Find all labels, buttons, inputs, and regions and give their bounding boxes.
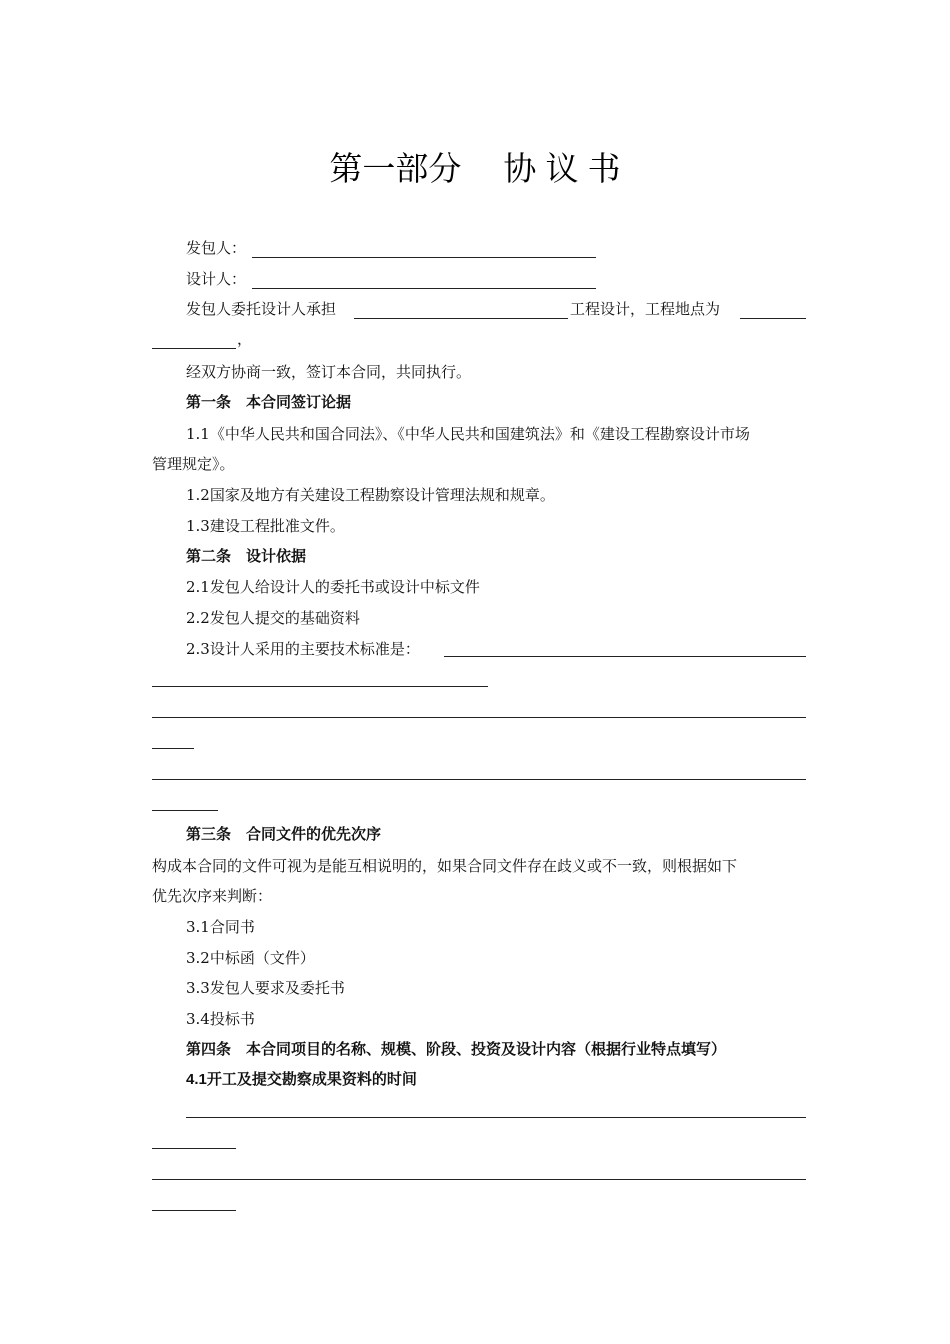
article-2-3: 2.3设计人采用的主要技术标准是： [186,640,420,658]
article-1-1-line1: 1.1《中华人民共和国合同法》、《中华人民共和国建筑法》和《建设工程勘察设计市场 [186,425,750,443]
schedule-blank-1[interactable] [186,1117,806,1118]
title-name: 协 议 书 [503,150,621,187]
article-1-2: 1.2国家及地方有关建设工程勘察设计管理法规和规章。 [186,486,555,504]
tech-standard-blank-1[interactable] [444,656,806,657]
schedule-blank-3[interactable] [152,1179,806,1180]
tech-standard-blank-2[interactable] [152,686,488,687]
project-name-blank[interactable] [354,318,568,319]
designer-label: 设计人： [186,271,247,288]
article-1-1-line2: 管理规定》。 [152,455,235,473]
title-part: 第一部分 [329,150,462,187]
article-4-heading: 第四条 本合同项目的名称、规模、阶段、投资及设计内容（根据行业特点填写） [186,1041,727,1058]
article-2-heading: 第二条 设计依据 [186,548,307,565]
tech-standard-blank-5[interactable] [152,779,806,780]
article-3-item: 3.1合同书 [186,918,255,936]
article-3-item: 3.2中标函（文件） [186,949,315,967]
tech-standard-blank-4[interactable] [152,748,194,749]
agreement-text: 经双方协商一致，签订本合同，共同执行。 [186,363,472,381]
article-3-item: 3.4投标书 [186,1010,255,1028]
page-title [0,148,950,190]
schedule-blank-2[interactable] [152,1148,236,1149]
article-2-1: 2.1发包人给设计人的委托书或设计中标文件 [186,578,480,596]
article-3-item: 3.3发包人要求及委托书 [186,979,345,997]
schedule-blank-4[interactable] [152,1210,236,1211]
article-2-2: 2.2发包人提交的基础资料 [186,609,360,627]
entrust-prefix: 发包人委托设计人承担 [186,301,337,318]
article-3-intro-line2: 优先次序来判断： [152,887,273,905]
designer-blank[interactable] [252,288,596,289]
article-1-3: 1.3建设工程批准文件。 [186,517,345,535]
project-location-blank[interactable] [740,318,806,319]
client-label: 发包人： [186,240,247,257]
article-4-1: 4.1开工及提交勘察成果资料的时间 [186,1071,417,1088]
article-1-heading: 第一条 本合同签订论据 [186,394,352,411]
entrust-middle: 工程设计，工程地点为 [570,301,721,318]
tech-standard-blank-3[interactable] [152,717,806,718]
article-3-intro-line1: 构成本合同的文件可视为是能互相说明的，如果合同文件存在歧义或不一致，则根据如下 [152,857,738,875]
article-3-heading: 第三条 合同文件的优先次序 [186,826,382,843]
tech-standard-blank-6[interactable] [152,810,218,811]
client-blank[interactable] [252,257,596,258]
entrust-end: ， [237,331,253,348]
project-location-blank-continued[interactable] [152,348,236,349]
